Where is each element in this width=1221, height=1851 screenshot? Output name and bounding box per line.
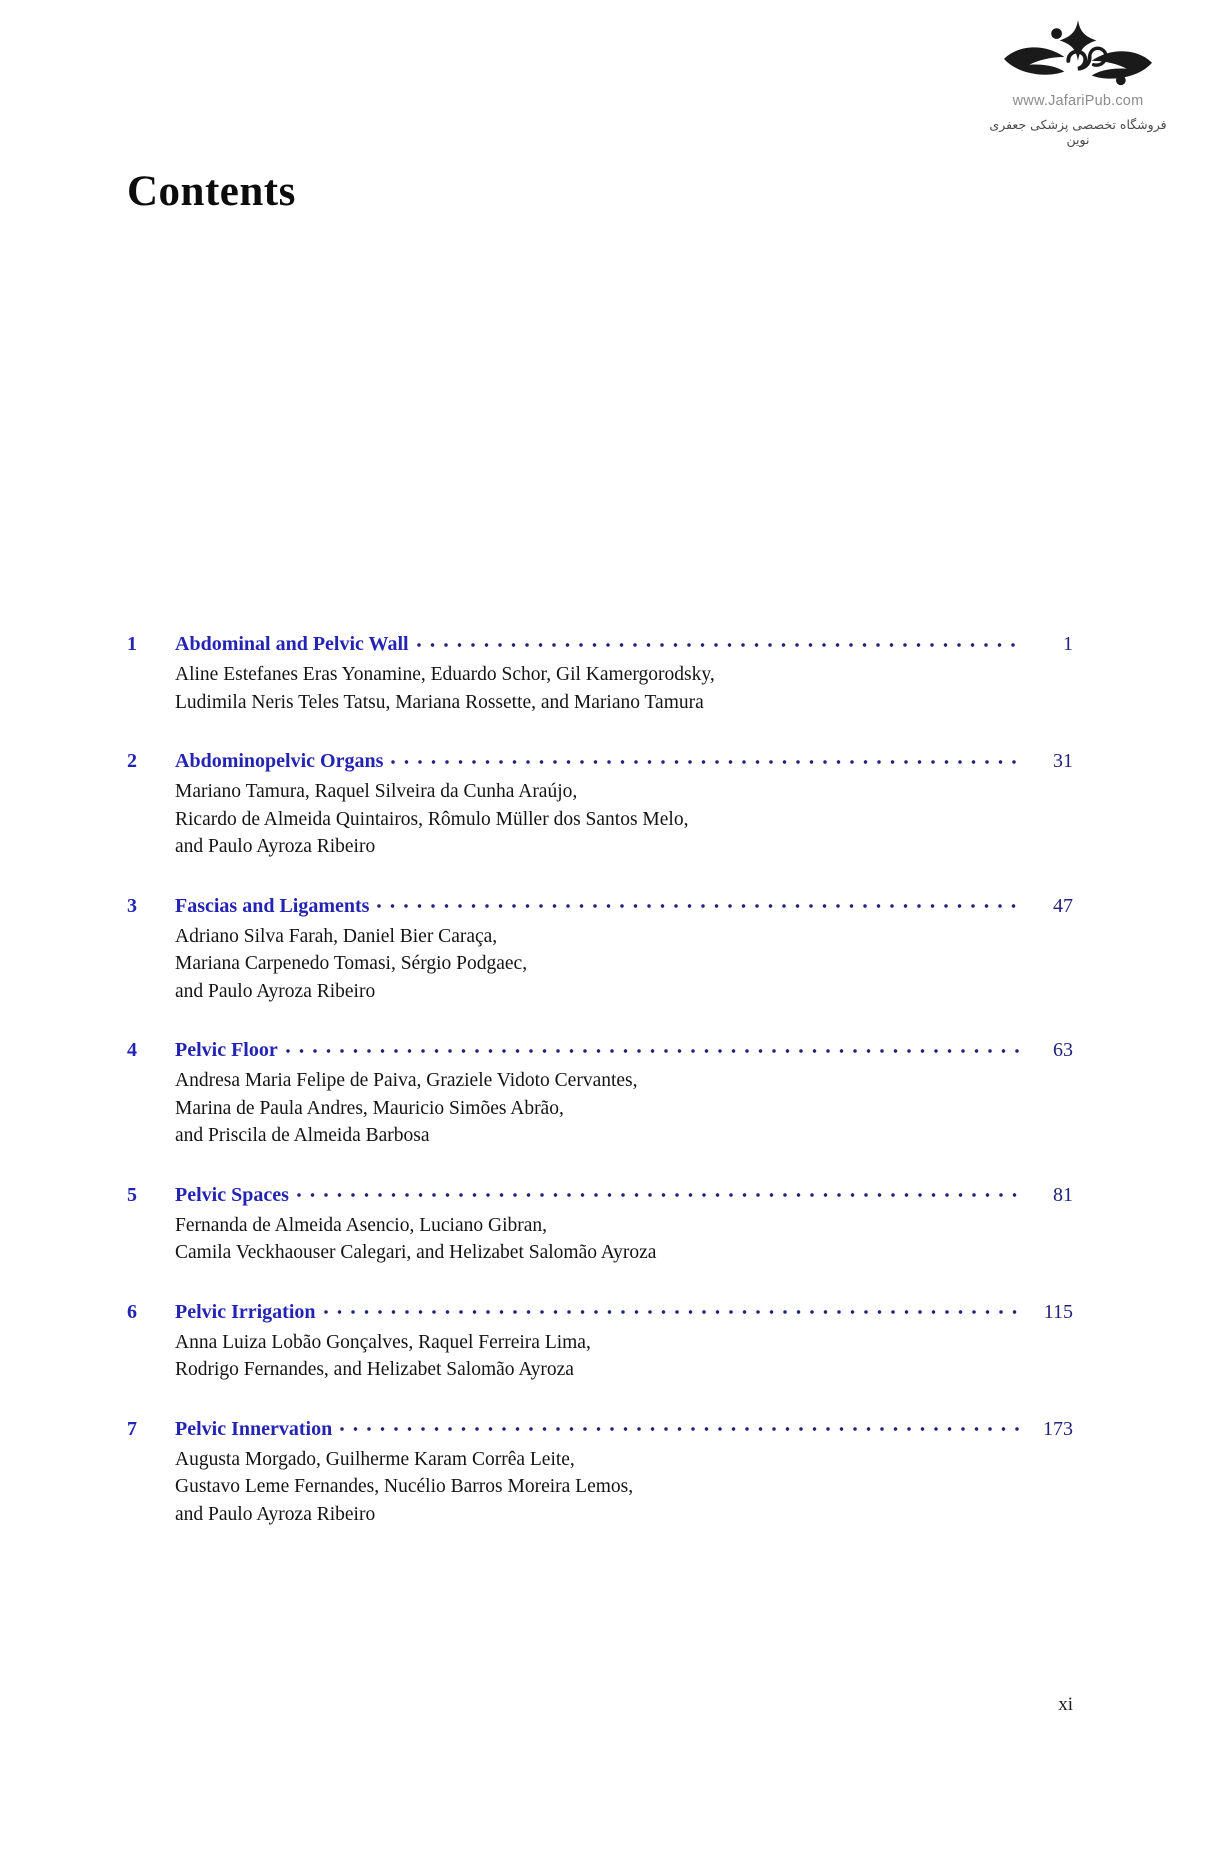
toc-entry xyxy=(127,1298,1073,1384)
toc-entry xyxy=(127,1036,1073,1150)
toc-list xyxy=(127,630,1073,1559)
entry-page-number: 63 xyxy=(1053,1039,1073,1061)
toc-entry xyxy=(127,892,1073,1006)
dot-leader xyxy=(377,902,1019,910)
entry-title-row xyxy=(175,1415,1073,1444)
entry-body xyxy=(175,630,1073,716)
author-line: and Paulo Ayroza Ribeiro xyxy=(175,980,376,1002)
folio-page-number: xi xyxy=(1058,1694,1073,1715)
author-line: Ludimila Neris Teles Tatsu, Mariana Rossette, and Mariano Tamura xyxy=(175,691,704,713)
page-title: Contents xyxy=(127,167,296,215)
dot-leader xyxy=(297,1191,1019,1199)
entry-authors xyxy=(175,1212,1073,1267)
dot-leader xyxy=(417,641,1019,649)
toc-entry xyxy=(127,747,1073,861)
entry-number: 1 xyxy=(127,633,137,655)
entry-authors xyxy=(175,1446,1073,1529)
entry-title-row xyxy=(175,1181,1073,1210)
publisher-brand xyxy=(983,18,1173,147)
author-line: and Paulo Ayroza Ribeiro xyxy=(175,836,376,857)
author-line: Camila Veckhaouser Calegari, and Helizabet Salomão Ayroza xyxy=(175,1242,657,1263)
entry-page-number: 173 xyxy=(1043,1417,1073,1440)
author-line: Gustavo Leme Fernandes, Nucélio Barros Moreira Lemos, xyxy=(175,1476,634,1497)
entry-number: 5 xyxy=(127,1183,137,1206)
entry-title-row xyxy=(175,892,1073,921)
author-line: Rodrigo Fernandes, and Helizabet Salomão Ayroza xyxy=(175,1359,574,1380)
toc-entry xyxy=(127,1415,1073,1529)
entry-title: Fascias and Ligaments xyxy=(175,894,370,917)
entry-number: 3 xyxy=(127,894,137,917)
brand-url-text: www.JafariPub.com xyxy=(1012,93,1144,109)
entry-title-row xyxy=(175,630,1073,659)
entry-page-number: 47 xyxy=(1053,894,1073,917)
entry-authors xyxy=(175,923,1073,1006)
author-line: and Priscila de Almeida Barbosa xyxy=(175,1125,430,1146)
entry-title-row xyxy=(175,747,1073,776)
entry-authors xyxy=(175,1067,1073,1150)
dot-leader xyxy=(324,1308,1019,1316)
author-line: Anna Luiza Lobão Gonçalves, Raquel Ferreira Lima, xyxy=(175,1331,591,1353)
entry-page-number: 81 xyxy=(1053,1183,1073,1206)
author-line: Augusta Morgado, Guilherme Karam Corrêa Leite, xyxy=(175,1448,575,1470)
brand-persian-text: فروشگاه تخصصی پزشکی جعفری نوین xyxy=(989,117,1167,147)
entry-title-row xyxy=(175,1298,1073,1327)
toc-entry xyxy=(127,1181,1073,1267)
dot-leader xyxy=(391,758,1019,766)
dot-leader xyxy=(286,1047,1019,1055)
toc-entry xyxy=(127,630,1073,716)
entry-body xyxy=(175,1036,1073,1150)
entry-number: 4 xyxy=(127,1039,137,1061)
author-line: Adriano Silva Farah, Daniel Bier Caraça, xyxy=(175,925,498,947)
entry-title: Abdominal and Pelvic Wall xyxy=(175,633,409,655)
entry-title: Pelvic Spaces xyxy=(175,1183,289,1206)
entry-title-row xyxy=(175,1036,1073,1065)
author-line: Andresa Maria Felipe de Paiva, Graziele Vidoto Cervantes, xyxy=(175,1070,638,1091)
author-line: Mariano Tamura, Raquel Silveira da Cunha Araújo, xyxy=(175,781,578,802)
entry-authors xyxy=(175,661,1073,716)
entry-page-number: 115 xyxy=(1043,1300,1073,1323)
entry-body xyxy=(175,1415,1073,1529)
entry-authors xyxy=(175,1329,1073,1384)
entry-body xyxy=(175,1298,1073,1384)
entry-page-number: 1 xyxy=(1063,633,1073,655)
author-line: and Paulo Ayroza Ribeiro xyxy=(175,1503,376,1525)
entry-page-number: 31 xyxy=(1053,750,1073,772)
entry-body xyxy=(175,747,1073,861)
author-line: Fernanda de Almeida Asencio, Luciano Gibran, xyxy=(175,1214,548,1236)
dot-leader xyxy=(340,1425,1019,1433)
author-line: Mariana Carpenedo Tomasi, Sérgio Podgaec, xyxy=(175,953,528,974)
entry-title: Pelvic Floor xyxy=(175,1039,278,1061)
entry-authors xyxy=(175,778,1073,861)
entry-number: 7 xyxy=(127,1417,137,1440)
entry-title: Abdominopelvic Organs xyxy=(175,750,384,772)
entry-title: Pelvic Irrigation xyxy=(175,1300,316,1323)
author-line: Ricardo de Almeida Quintairos, Rômulo Müller dos Santos Melo, xyxy=(175,808,689,830)
entry-title: Pelvic Innervation xyxy=(175,1417,333,1440)
author-line: Marina de Paula Andres, Mauricio Simões Abrão, xyxy=(175,1097,564,1119)
jafaripub-logo-icon xyxy=(999,18,1157,92)
entry-body xyxy=(175,892,1073,1006)
entry-number: 2 xyxy=(127,750,137,772)
entry-number: 6 xyxy=(127,1300,137,1323)
entry-body xyxy=(175,1181,1073,1267)
author-line: Aline Estefanes Eras Yonamine, Eduardo Schor, Gil Kamergorodsky, xyxy=(175,664,715,685)
